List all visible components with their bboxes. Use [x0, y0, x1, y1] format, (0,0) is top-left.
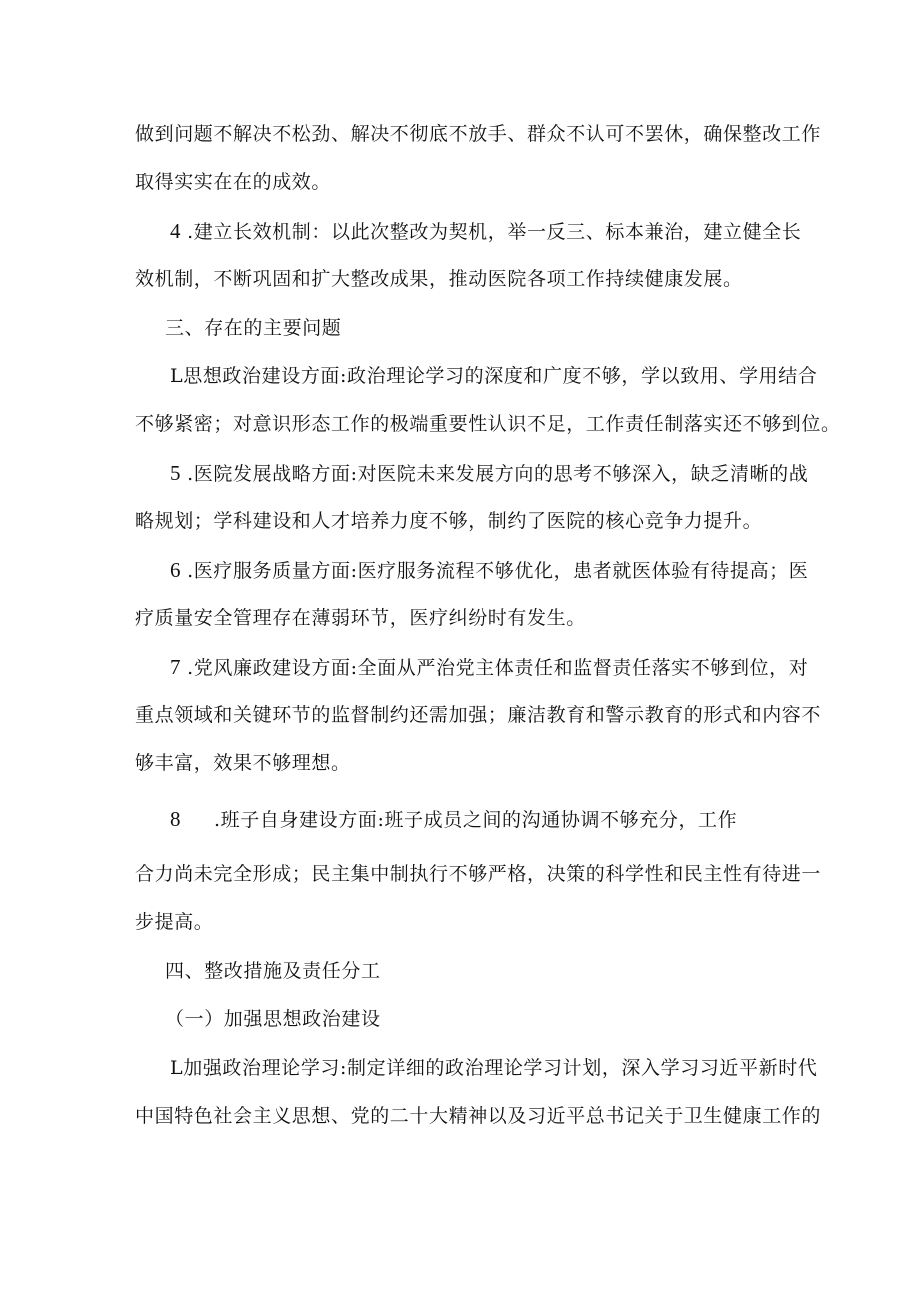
list-item-5 — [170, 460, 808, 487]
line-text: 步提高。 — [135, 911, 214, 933]
paragraph-line — [135, 909, 213, 935]
section-heading — [165, 958, 381, 984]
line-text: 重点领域和关键环节的监督制约还需加强；廉洁教育和警示教育的形式和内容不 — [135, 704, 822, 726]
line-text: .建立长效机制：以此次整改为契机，举一反三、标本兼治，建立健全长 — [180, 221, 802, 243]
paragraph-line — [135, 169, 331, 195]
line-text: .班子自身建设方面:班子成员之间的沟通协调不够充分，工作 — [214, 809, 738, 831]
list-item-8 — [170, 806, 737, 833]
paragraph-line — [135, 1103, 821, 1129]
paragraph-line — [135, 861, 821, 887]
line-text: 不够紧密；对意识形态工作的极端重要性认识不足，工作责任制落实还不够到位。 — [135, 413, 841, 435]
list-item-1 — [170, 1055, 817, 1081]
list-item-1 — [170, 363, 817, 389]
line-text: 疗质量安全管理存在薄弱环节，医疗纠纷时有发生。 — [135, 607, 586, 629]
list-item-7 — [170, 654, 808, 681]
line-text: 中国特色社会主义思想、党的二十大精神以及习近平总书记关于卫生健康工作的 — [135, 1105, 822, 1127]
list-number: 6 — [170, 558, 181, 582]
heading-text: 三、存在的主要问题 — [165, 317, 342, 339]
line-text: 够丰富，效果不够理想。 — [135, 752, 351, 774]
line-text: 合力尚未完全形成；民主集中制执行不够严格，决策的科学性和民主性有待进一 — [135, 863, 822, 885]
line-text: 做到问题不解决不松劲、解决不彻底不放手、群众不认可不罢休，确保整改工作 — [135, 123, 822, 145]
paragraph-line — [135, 266, 743, 292]
paragraph-line — [135, 411, 841, 437]
list-number: 7 — [170, 655, 181, 679]
line-text: 效机制，不断巩固和扩大整改成果，推动医院各项工作持续健康发展。 — [135, 268, 743, 290]
line-text: 略规划；学科建设和人才培养力度不够，制约了医院的核心竞争力提升。 — [135, 510, 763, 532]
list-number: 4 — [170, 219, 181, 243]
paragraph-line — [135, 605, 586, 631]
line-text: .党风廉政建设方面:全面从严治党主体责任和监督责任落实不够到位，对 — [180, 657, 809, 679]
list-item-4 — [170, 218, 801, 245]
line-text: .医院发展战略方面:对医院未来发展方向的思考不够深入，缺乏清晰的战 — [180, 463, 809, 485]
line-text: 取得实实在在的成效。 — [135, 171, 332, 193]
subsection-heading — [165, 1006, 381, 1032]
paragraph-line — [135, 508, 762, 534]
paragraph-line — [135, 121, 821, 147]
section-heading — [165, 315, 341, 341]
line-text: .医疗服务质量方面:医疗服务流程不够优化，患者就医体验有待提高；医 — [180, 560, 809, 582]
heading-text: 四、整改措施及责任分工 — [165, 960, 381, 982]
paragraph-line — [135, 702, 821, 728]
line-text: L思想政治建设方面:政治理论学习的深度和广度不够，学以致用、学用结合 — [170, 365, 818, 387]
heading-text: （一）加强思想政治建设 — [165, 1008, 381, 1030]
list-item-6 — [170, 557, 808, 584]
list-number: 8 — [170, 807, 181, 831]
line-text: L加强政治理论学习:制定详细的政治理论学习计划，深入学习习近平新时代 — [170, 1057, 818, 1079]
paragraph-line — [135, 750, 351, 776]
list-number: 5 — [170, 461, 181, 485]
